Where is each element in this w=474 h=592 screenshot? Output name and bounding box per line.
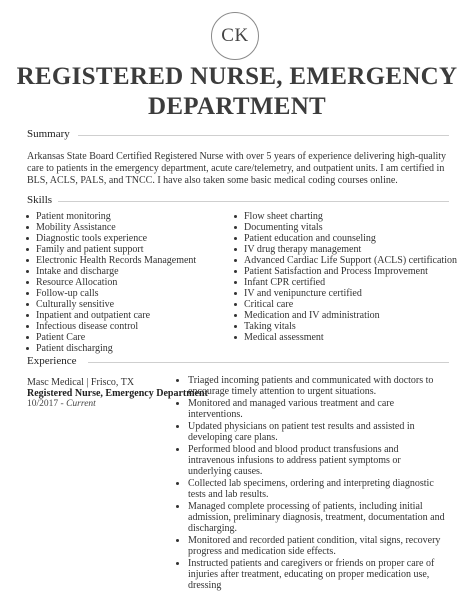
experience-heading: Experience [27, 355, 77, 367]
skill-item: Patient Satisfaction and Process Improvement [232, 266, 457, 277]
duty-item: Performed blood and blood product transfusions and intravenous infusions to address patient symptoms or underlying causes. [174, 444, 446, 477]
duty-item: Collected lab specimens, ordering and interpreting diagnostic tests and lab results. [174, 478, 446, 500]
job-duties-list [174, 375, 446, 592]
skill-item: Patient education and counseling [232, 233, 457, 244]
skill-item: IV and venipuncture certified [232, 288, 457, 299]
skills-heading: Skills [27, 194, 53, 206]
skill-item: Advanced Cardiac Life Support (ACLS) certification [232, 255, 457, 266]
skill-item: Critical care [232, 299, 457, 310]
skills-divider [58, 201, 449, 202]
skills-list-right [232, 211, 457, 343]
summary-divider [78, 135, 449, 136]
job-start-date: 10/2017 - [27, 399, 67, 409]
skill-item: Patient monitoring [24, 211, 196, 222]
duty-item: Triaged incoming patients and communicated with doctors to encourage timely attention to urgent situations. [174, 375, 446, 397]
skill-item: Patient discharging [24, 343, 196, 354]
skill-item: Medical assessment [232, 332, 457, 343]
job-employer: Masc Medical | Frisco, TX [27, 377, 135, 388]
job-end-date: Current [66, 399, 96, 409]
resume-title: REGISTERED NURSE, EMERGENCY DEPARTMENT [16, 63, 458, 120]
skill-item: Diagnostic tools experience [24, 233, 196, 244]
skill-item: Culturally sensitive [24, 299, 196, 310]
duty-item: Managed complete processing of patients, including initial admission, preliminary diagnosis, treatment, documentation and discharging. [174, 501, 446, 534]
experience-divider [88, 362, 449, 363]
skill-item: Family and patient support [24, 244, 196, 255]
duty-item: Monitored and recorded patient condition, vital signs, recovery progress and medication side effects. [174, 535, 446, 557]
skill-item: Mobility Assistance [24, 222, 196, 233]
job-dates [27, 399, 96, 409]
skill-item: Infectious disease control [24, 321, 196, 332]
summary-heading: Summary [27, 128, 70, 140]
duty-item: Instructed patients and caregivers or friends on proper care of injuries after treatment, educating on proper medication use, dressing [174, 558, 446, 591]
skill-item: Medication and IV administration [232, 310, 457, 321]
skill-item: Follow-up calls [24, 288, 196, 299]
duty-item: Monitored and managed various treatment and care interventions. [174, 398, 446, 420]
skill-item: Resource Allocation [24, 277, 196, 288]
skills-list-left [24, 211, 196, 354]
summary-text: Arkansas State Board Certified Registered Nurse with over 5 years of experience delivering high-quality care to patients in the emergency department, acute care/telemetry, and outpatient units. I am certified in BLS, ACLS, PALS, and TNCC. I have also taken some basic medical coding courses online. [27, 151, 447, 186]
skill-item: Documenting vitals [232, 222, 457, 233]
monogram-badge: CK [211, 12, 259, 60]
skill-item: Electronic Health Records Management [24, 255, 196, 266]
skill-item: Patient Care [24, 332, 196, 343]
skill-item: Flow sheet charting [232, 211, 457, 222]
skill-item: Intake and discharge [24, 266, 196, 277]
skill-item: Taking vitals [232, 321, 457, 332]
duty-item: Updated physicians on patient test results and assisted in developing care plans. [174, 421, 446, 443]
skill-item: Inpatient and outpatient care [24, 310, 196, 321]
skill-item: IV drug therapy management [232, 244, 457, 255]
skill-item: Infant CPR certified [232, 277, 457, 288]
job-title: Registered Nurse, Emergency Department [27, 388, 208, 399]
